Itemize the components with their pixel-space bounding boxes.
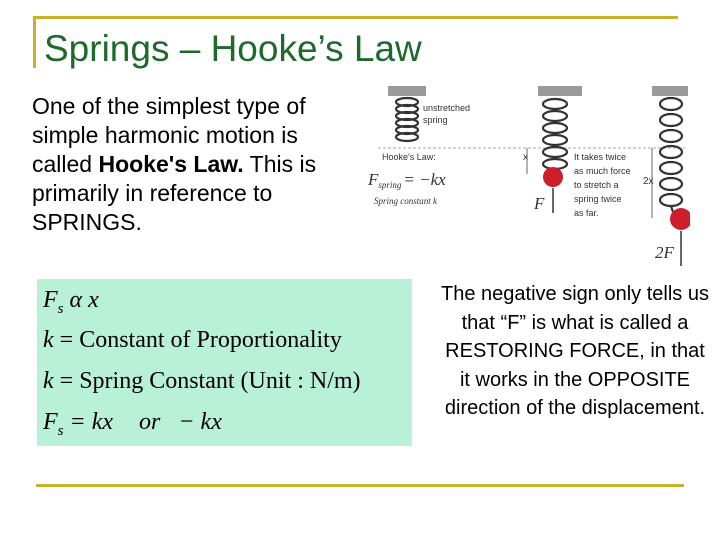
- formula-sub: spring: [378, 180, 402, 190]
- hookes-law-diagram: [360, 78, 690, 268]
- twice-line-5: as far.: [574, 208, 599, 218]
- stretched-spring-x: [543, 99, 567, 175]
- bottom-rule: [36, 484, 684, 487]
- ceiling-left: [388, 86, 426, 96]
- unstretched-label-2: spring: [423, 115, 448, 125]
- eq2-k: k: [43, 327, 54, 353]
- title-rule-top: [33, 16, 678, 19]
- equation-proportional: [43, 287, 99, 319]
- negative-sign-note: The negative sign only tells us that “F” is what is called a RESTORING FORCE, in that it works in the OPPOSITE direction of the displacement.: [441, 283, 709, 419]
- equation-box: [37, 279, 412, 446]
- eq1-f: F: [43, 287, 58, 313]
- formula: [367, 170, 446, 190]
- x-label: x: [523, 152, 528, 163]
- twice-line-4: spring twice: [574, 194, 622, 204]
- two-x-label: 2x: [643, 176, 654, 187]
- intro-text: [32, 92, 362, 237]
- formula-f: F: [368, 170, 379, 189]
- mass-ball-x: [543, 167, 563, 187]
- twice-line-3: to stretch a: [574, 180, 619, 190]
- eq4-rest: = kx: [69, 409, 114, 435]
- slide-title: Springs – Hooke’s Law: [44, 28, 422, 69]
- formula-rest: = −kx: [403, 170, 446, 189]
- eq3-k: k: [43, 368, 54, 394]
- unstretched-spring: [396, 98, 418, 141]
- eq4-sub: s: [57, 422, 64, 439]
- eq3-rest: = Spring Constant (Unit : N/m): [59, 368, 361, 394]
- equation-hookes-law: [43, 409, 222, 441]
- f-label: F: [534, 194, 545, 213]
- eq4-neg: − kx: [178, 409, 222, 435]
- intro-text-bold: Hooke's Law.: [98, 151, 244, 177]
- stretched-spring-2x: [660, 98, 682, 212]
- spring-constant-label: Spring constant k: [374, 196, 437, 206]
- eq1-rest: α x: [69, 287, 99, 313]
- twice-line-2: as much force: [574, 166, 631, 176]
- title-rule-left: [33, 16, 36, 68]
- eq1-sub: s: [57, 300, 64, 317]
- equation-constant-proportionality: [43, 327, 342, 354]
- equation-spring-constant: [43, 368, 361, 395]
- eq4-f: F: [43, 409, 58, 435]
- eq4-or: or: [139, 409, 161, 435]
- unstretched-label-1: unstretched: [423, 103, 471, 113]
- two-f-label: 2F: [655, 243, 674, 262]
- intro-text-start: One of the simplest type of simple harmonic motion is called: [32, 93, 306, 177]
- ceiling-middle: [538, 86, 582, 96]
- ceiling-right: [652, 86, 688, 96]
- hookes-law-label: Hooke's Law:: [382, 152, 436, 162]
- eq2-rest: = Constant of Proportionality: [59, 327, 342, 353]
- twice-line-1: It takes twice: [574, 152, 627, 162]
- intro-text-end: This is primarily in reference to SPRINGS.: [32, 151, 317, 235]
